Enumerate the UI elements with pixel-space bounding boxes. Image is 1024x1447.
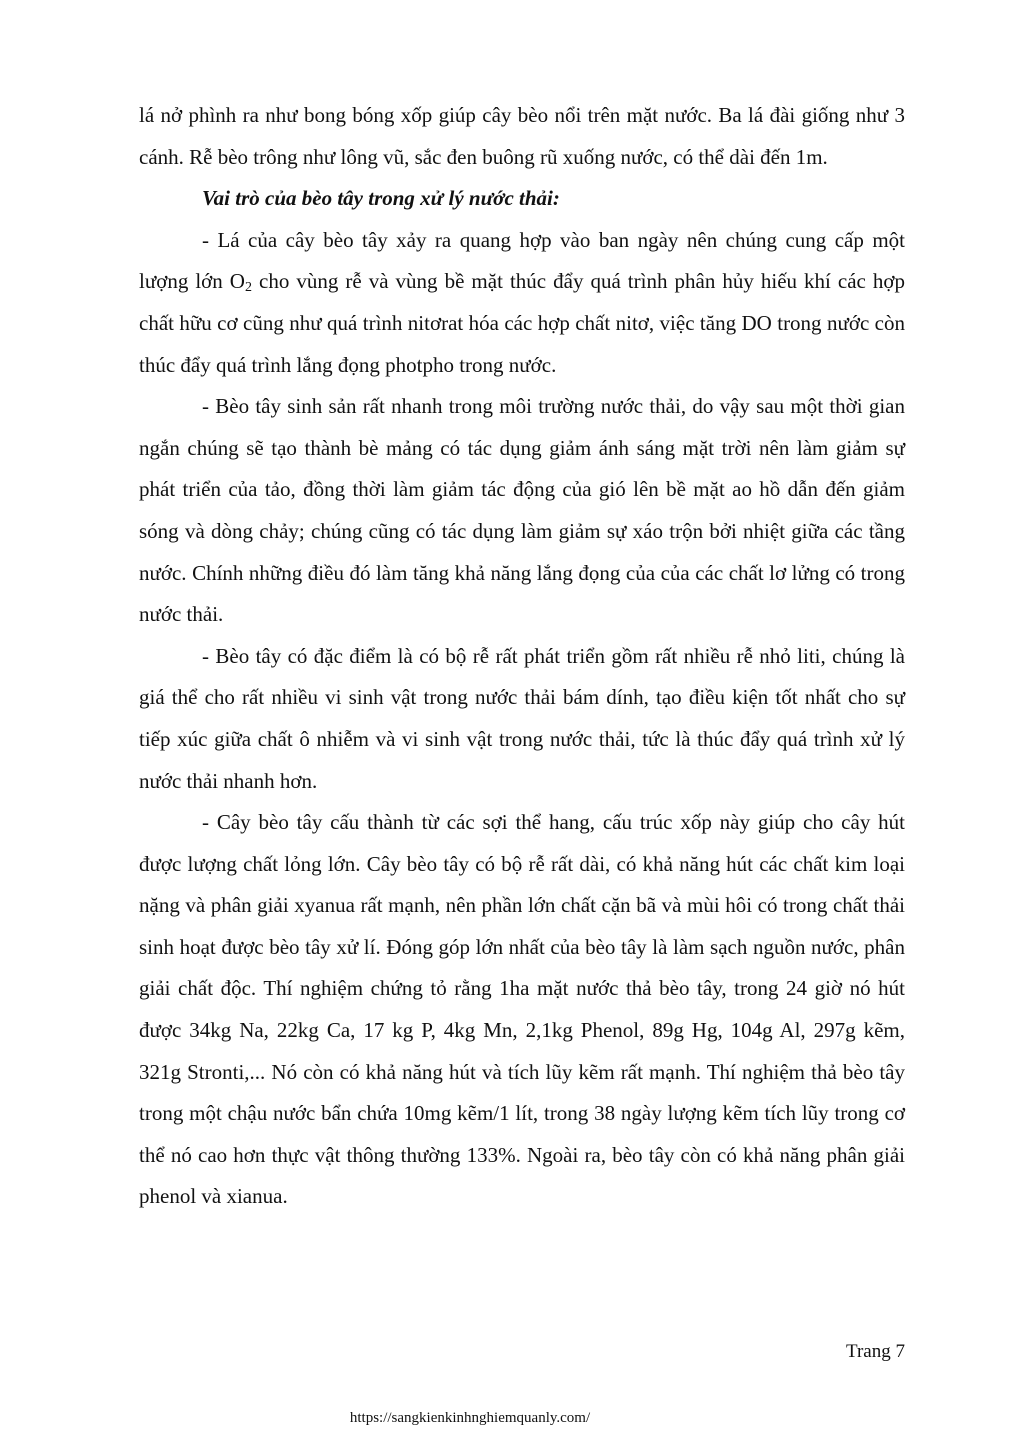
page-body (139, 95, 905, 1218)
paragraph-sedimentation-role: - Bèo tây sinh sản rất nhanh trong môi trường nước thải, do vậy sau một thời gian ngắn chúng sẽ tạo thành bè mảng có tác dụng giảm ánh sáng mặt trời nên làm giảm sự phát triển của tảo, đồng thời làm giảm tác động của gió lên bề mặt ao hồ dẫn đến giảm sóng và dòng chảy; chúng cũng có tác dụng làm giảm sự xáo trộn bởi nhiệt giữa các tầng nước. Chính những điều đó làm tăng khả năng lắng đọng của của các chất lơ lửng có trong nước thải. (139, 394, 905, 627)
paragraph-intro: lá nở phình ra như bong bóng xốp giúp cây bèo nổi trên mặt nước. Ba lá đài giống như 3 cánh. Rễ bèo trông như lông vũ, sắc đen buông rũ xuống nước, có thể dài đến 1m. (139, 103, 905, 169)
subscript-two: 2 (244, 280, 252, 296)
paragraph-heavy-metal-absorption: - Cây bèo tây cấu thành từ các sợi thể hang, cấu trúc xốp này giúp cho cây hút được lượng chất lỏng lớn. Cây bèo tây có bộ rễ rất dài, có khả năng hút các chất kim loại nặng và phân giải xyanua rất mạnh, nên phần lớn chất cặn bã và mùi hôi có trong chất thải sinh hoạt được bèo tây xử lí. Đóng góp lớn nhất của bèo tây là làm sạch nguồn nước, phân giải chất độc. Thí nghiệm chứng tỏ rằng 1ha mặt nước thả bèo tây, trong 24 giờ nó hút được 34kg Na, 22kg Ca, 17 kg P, 4kg Mn, 2,1kg Phenol, 89g Hg, 104g Al, 297g kẽm, 321g Stronti,... Nó còn có khả năng hút và tích lũy kẽm rất mạnh. Thí nghiệm thả bèo tây trong một chậu nước bẩn chứa 10mg kẽm/1 lít, trong 38 ngày lượng kẽm tích lũy trong cơ thể nó cao hơn thực vật thông thường 133%. Ngoài ra, bèo tây còn có khả năng phân giải phenol và xianua. (139, 810, 905, 1209)
paragraph-root-system-role: - Bèo tây có đặc điểm là có bộ rễ rất phát triển gồm rất nhiều rễ nhỏ liti, chúng là giá thể cho rất nhiều vi sinh vật trong nước thải bám dính, tạo điều kiện tốt nhất cho sự tiếp xúc giữa chất ô nhiễm và vi sinh vật trong nước thải, tức là thúc đẩy quá trình xử lý nước thải nhanh hơn. (139, 643, 905, 793)
paragraph-oxygen-role (139, 220, 905, 386)
page-number: Trang 7 (846, 1341, 905, 1362)
paragraph-oxygen-text-end: cho vùng rễ và vùng bề mặt thúc đẩy quá trình phân hủy hiếu khí các hợp chất hữu cơ cũng như quá trình nitơrat hóa các hợp chất nitơ, việc tăng DO trong nước còn thúc đẩy quá trình lắng đọng photpho trong nước. (139, 269, 905, 377)
paragraph-oxygen-text-start: - Lá của cây bèo tây xảy ra quang hợp vào ban ngày nên chúng cung cấp một lượng lớn O (139, 227, 905, 294)
footer-url[interactable]: https://sangkienkinhnghiemquanly.com/ (349, 1410, 591, 1426)
section-heading: Vai trò của bèo tây trong xử lý nước thải: (202, 186, 560, 211)
